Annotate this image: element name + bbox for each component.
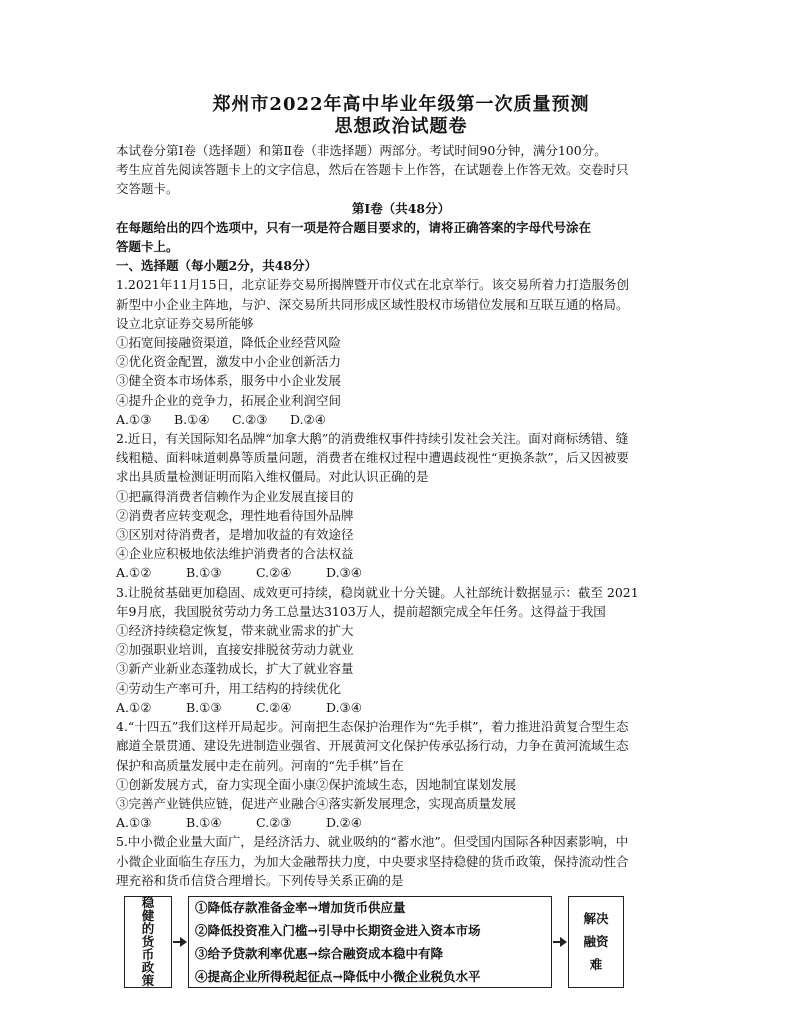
part-heading: 一、选择题（每小题2分，共48分） [116,258,318,274]
intro-line: 交答题卡。 [116,181,179,197]
question-stem: 小微企业面临生存压力，为加大金融帮扶力度，中央要求坚持稳健的货币政策，保持流动性合 [116,853,629,869]
question-item: ④企业应积极地依法维护消费者的合法权益 [116,546,354,562]
option-b: B.①③ [186,565,222,581]
diagram-right-line: 解决 [583,911,609,927]
question-item: ②优化资金配置，激发中小企业创新活力 [116,354,342,370]
option-a: A.①③ [116,411,152,427]
question-item: ②加强职业培训，直接安排脱贫劳动力就业 [116,642,354,658]
answer-options [116,698,686,717]
question-item: ③健全资本市场体系，服务中小企业发展 [116,373,342,389]
question-item: ①经济持续稳定恢复，带来就业需求的扩大 [116,623,354,639]
diagram-row: ①降低存款准备金率→增加货币供应量 [195,899,406,915]
option-d: D.③④ [326,699,362,715]
answer-options [116,410,686,429]
diagram-right-line: 难 [589,957,603,973]
exam-page [116,94,686,990]
question-1 [116,275,686,429]
question-stem: 1.2021年11月15日，北京证券交易所揭牌暨开市仪式在北京举行。该交易所着力打造服务创 [116,277,630,293]
diagram-left-box [124,896,172,988]
diagram-left-char: 的 [141,921,155,937]
section-instruction: 在每题给出的四个选项中，只有一项是符合题目要求的，请将正确答案的字母代号涂在 [116,219,592,235]
diagram-arrow-right [553,941,565,943]
diagram-left-char: 政 [141,960,155,976]
option-c: C.②③ [256,815,292,831]
question-stem: 保护和高质量发展中走在前列。河南的“先手棋”旨在 [116,757,404,773]
option-b: B.①③ [186,699,222,715]
question-item: ③区别对待消费者，是增加收益的有效途径 [116,527,354,543]
answer-options [116,813,686,832]
question-2 [116,429,686,583]
option-d: D.②④ [326,815,362,831]
option-c: C.②④ [256,699,292,715]
question-stem: 5.中小微企业量大面广，是经济活力、就业吸纳的“蓄水池”。但受国内国际各种因素影响，中 [116,834,629,850]
question-item: ④劳动生产率可升，用工结构的持续优化 [116,680,342,696]
diagram-right-line: 融资 [583,934,609,950]
question-stem: 新型中小企业主阵地，与沪、深交易所共同形成区域性股权市场错位发展和互联互通的格局。 [116,296,629,312]
question-stem: 年9月底，我国脱贫劳动力务工总量达3103万人，提前超额完成全年任务。这得益于我国 [116,603,606,619]
question-stem: 3.让脱贫基础更加稳固、成效更可持续，稳岗就业十分关键。人社部统计数据显示：截至 2021 [116,584,639,600]
option-c: C.②③ [232,411,268,427]
diagram-middle-box [188,896,552,988]
question-stem: 线粗糙、面料味道刺鼻等质量问题，消费者在维权过程中遭遇歧视性“更换条款”，后又因被要 [116,450,629,466]
option-b: B.①④ [174,411,210,427]
question-5 [116,832,686,890]
question-stem: 求出具质量检测证明而陷入维权僵局。对此认识正确的是 [116,469,429,485]
option-d: D.③④ [326,565,362,581]
question-stem: 4.“十四五”我们这样开局起步。河南把生态保护治理作为“先手棋”，着力推进沿黄复合型生态 [116,719,629,735]
question-item: ①把赢得消费者信赖作为企业发展直接目的 [116,488,354,504]
question-item: ③新产业新业态蓬勃成长，扩大了就业容量 [116,661,354,677]
exam-subtitle: 思想政治试题卷 [334,116,468,137]
diagram-row: ③给予贷款利率优惠→综合融资成本稳中有降 [195,945,443,961]
transmission-diagram [116,894,676,990]
option-a: A.①③ [116,815,152,831]
intro-line: 考生应首先阅读答题卡上的文字信息，然后在答题卡上作答，在试题卷上作答无效。交卷时只 [116,162,629,178]
question-stem: 2.近日，有关国际知名品牌“加拿大鹅”的消费维权事件持续引发社会关注。面对商标绣错、缝 [116,431,629,447]
intro-line: 本试卷分第Ⅰ卷（选择题）和第Ⅱ卷（非选择题）两部分。考试时间90分钟，满分100分。 [116,143,607,158]
diagram-left-char: 货 [141,934,155,950]
question-4 [116,717,686,832]
option-d: D.②④ [290,411,326,427]
question-item: ①创新发展方式，奋力实现全面小康②保护流域生态，因地制宜谋划发展 [116,776,517,792]
answer-options [116,563,686,582]
option-c: C.②④ [256,565,292,581]
diagram-left-char: 稳 [141,895,155,911]
question-item: ③完善产业链供应链，促进产业融合④落实新发展理念，实现高质量发展 [116,795,517,811]
question-stem: 设立北京证券交易所能够 [116,315,254,331]
diagram-left-char: 策 [141,973,155,989]
intro-block [116,141,686,199]
question-item: ①拓宽间接融资渠道，降低企业经营风险 [116,335,342,351]
question-3 [116,583,686,717]
exam-title: 郑州市2022年高中毕业年级第一次质量预测 [212,94,590,115]
question-stem: 廊道全景贯通、建设先进制造业强省、开展黄河文化保护传承弘扬行动，力争在黄河流域生态 [116,738,629,754]
option-b: B.①④ [186,815,222,831]
section-heading: 第Ⅰ卷（共48分） [351,200,451,216]
diagram-row: ④提高企业所得税起征点→降低中小微企业税负水平 [195,968,481,984]
question-stem: 理充裕和货币信贷合理增长。下列传导关系正确的是 [116,872,404,888]
option-a: A.①② [116,565,152,581]
diagram-right-box [568,896,624,988]
diagram-arrow-left [173,941,185,943]
section-instruction: 答题卡上。 [116,239,179,255]
diagram-row: ②降低投资准入门槛→引导中长期资金进入资本市场 [195,922,481,938]
diagram-left-char: 健 [141,908,155,924]
question-item: ②消费者应转变观念，理性地看待国外品牌 [116,507,354,523]
diagram-left-char: 币 [141,947,155,963]
option-a: A.①② [116,699,152,715]
question-item: ④提升企业的竞争力，拓展企业利润空间 [116,392,342,408]
